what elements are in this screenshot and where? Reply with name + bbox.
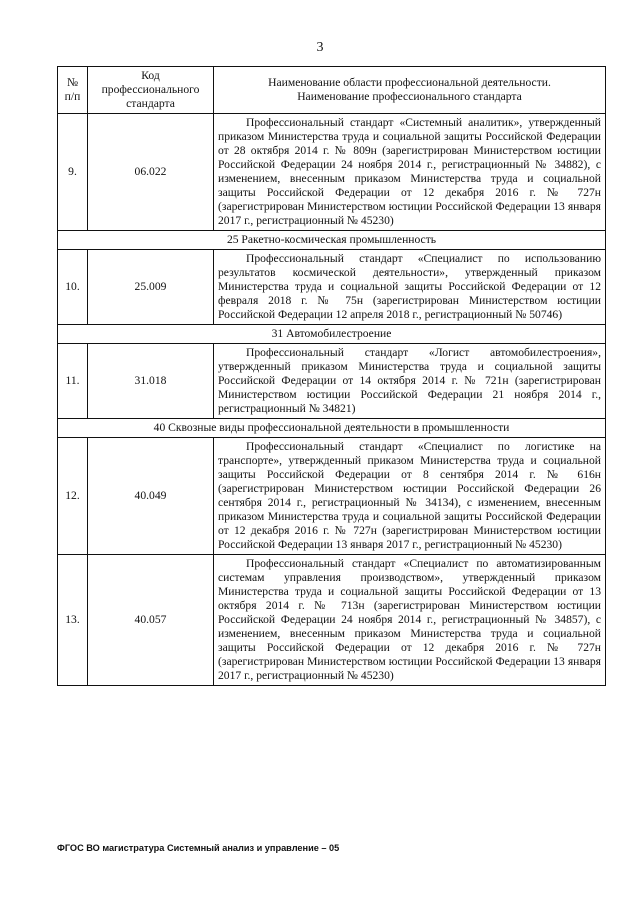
section-row xyxy=(58,419,606,438)
row-num: 12. xyxy=(58,438,88,555)
row-text: Профессиональный стандарт «Специалист по использованию результатов космической деятельности», утвержденный приказом Министерства труда и социальной защиты Российской Федерации от 12 февраля 2018 г. № 75н (зарегистрирован Министерством юстиции Российской Федерации 12 апреля 2018 г., регистрационный № 50746) xyxy=(214,250,606,325)
header-code: Код профессионального стандарта xyxy=(88,67,214,114)
section-row xyxy=(58,325,606,344)
table-row xyxy=(58,344,606,419)
row-text: Профессиональный стандарт «Специалист по автоматизированным системам управления производством», утвержденный приказом Министерства труда и социальной защиты Российской Федерации от 13 октября 2014 г. № 713н (зарегистрирован Министерством юстиции Российской Федерации 24 ноября 2014 г., регистрационный № 34857), с изменением, внесенным приказом Министерства труда и социальной защиты Российской Федерации от 12 декабря 2016 г. № 727н (зарегистрирован Министерством юстиции Российской Федерации 13 января 2017 г., регистрационный № 45230) xyxy=(214,555,606,686)
row-code: 40.049 xyxy=(88,438,214,555)
row-num: 13. xyxy=(58,555,88,686)
row-code: 40.057 xyxy=(88,555,214,686)
table-header-row xyxy=(58,67,606,114)
page-number: 3 xyxy=(316,40,324,55)
row-code: 25.009 xyxy=(88,250,214,325)
section-title: 31 Автомобилестроение xyxy=(58,325,606,344)
header-name-line1: Наименование области профессиональной деятельности. xyxy=(268,76,551,89)
table-row xyxy=(58,555,606,686)
footer: ФГОС ВО магистратура Системный анализ и управление – 05 xyxy=(57,843,340,853)
section-title: 25 Ракетно-космическая промышленность xyxy=(58,231,606,250)
table-row xyxy=(58,250,606,325)
row-num: 9. xyxy=(58,114,88,231)
row-code: 06.022 xyxy=(88,114,214,231)
row-text: Профессиональный стандарт «Логист автомобилестроения», утвержденный приказом Министерства труда и социальной защиты Российской Федерации от 14 октября 2014 г. № 721н (зарегистрирован Министерством юстиции Российской Федерации 21 ноября 2014 г., регистрационный № 34821) xyxy=(214,344,606,419)
row-code: 31.018 xyxy=(88,344,214,419)
row-num: 10. xyxy=(58,250,88,325)
standards-table xyxy=(57,66,606,686)
header-num: № п/п xyxy=(58,67,88,114)
row-num: 11. xyxy=(58,344,88,419)
table-row xyxy=(58,114,606,231)
header-name-line2: Наименование профессионального стандарта xyxy=(297,90,522,103)
row-text: Профессиональный стандарт «Специалист по логистике на транспорте», утвержденный приказом Министерства труда и социальной защиты Российской Федерации от 8 сентября 2014 г. № 616н (зарегистрирован Министерством юстиции Российской Федерации 26 сентября 2014 г., регистрационный № 34134), с изменением, внесенным приказом Министерства труда и социальной защиты Российской Федерации от 12 декабря 2016 г. № 727н (зарегистрирован Министерством юстиции Российской Федерации 13 января 2017 г., регистрационный № 45230) xyxy=(214,438,606,555)
table-row xyxy=(58,438,606,555)
header-name xyxy=(214,67,606,114)
section-row xyxy=(58,231,606,250)
row-text: Профессиональный стандарт «Системный аналитик», утвержденный приказом Министерства труда и социальной защиты Российской Федерации от 28 октября 2014 г. № 809н (зарегистрирован Министерством юстиции Российской Федерации 24 ноября 2014 г., регистрационный № 34882), с изменением, внесенным приказом Министерства труда и социальной защиты Российской Федерации от 12 декабря 2016 г. № 727н (зарегистрирован Министерством юстиции Российской Федерации 13 января 2017 г., регистрационный № 45230) xyxy=(214,114,606,231)
section-title: 40 Сквозные виды профессиональной деятельности в промышленности xyxy=(58,419,606,438)
